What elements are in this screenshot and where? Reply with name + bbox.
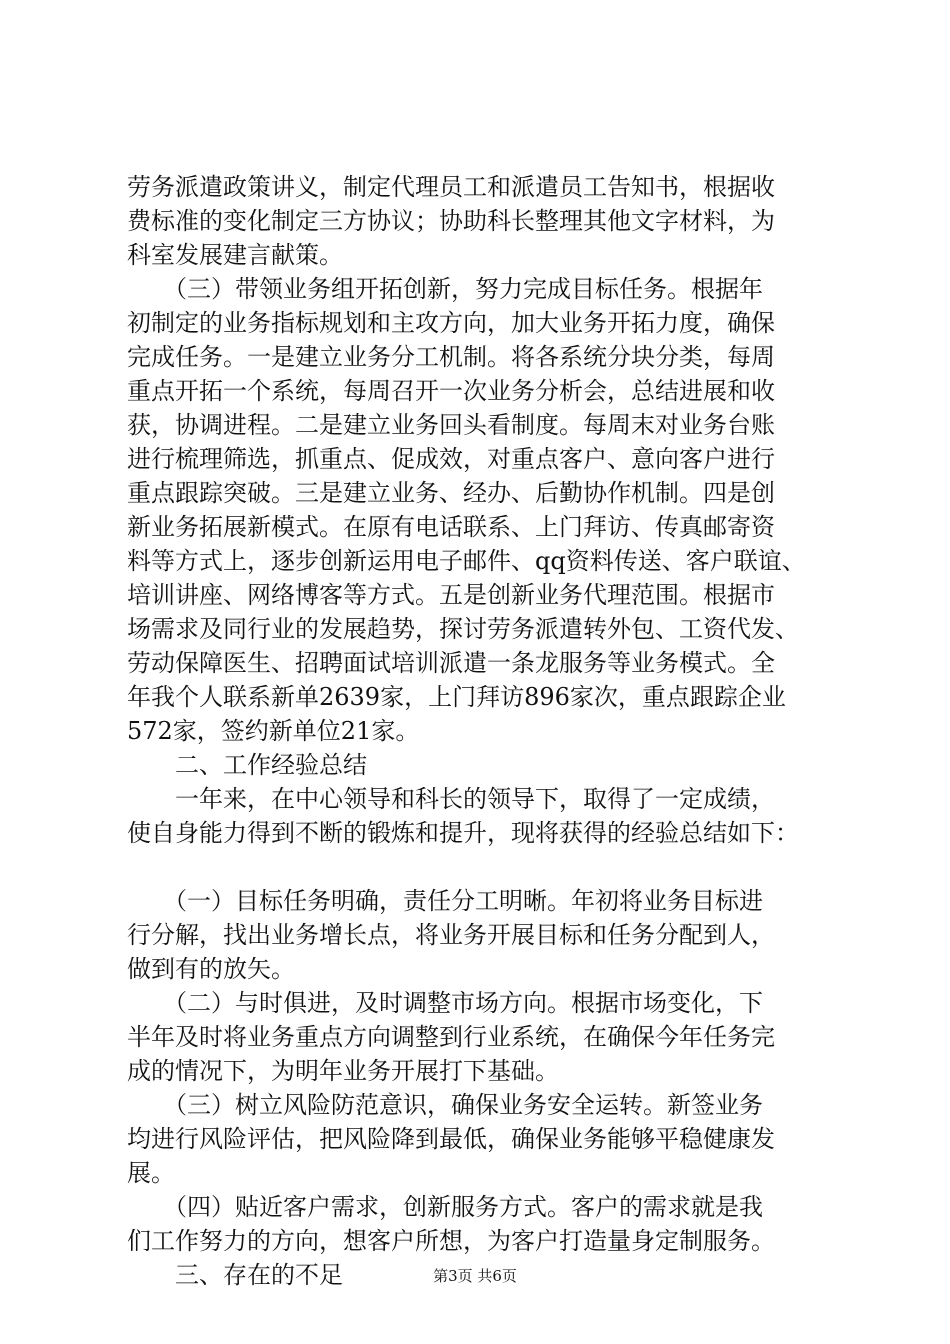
text-line: 572家，签约新单位21家。 bbox=[127, 717, 420, 745]
text-line: 三、存在的不足 bbox=[127, 1261, 343, 1289]
text-line: 均进行风险评估，把风险降到最低，确保业务能够平稳健康发 bbox=[127, 1125, 775, 1153]
text-line: 培训讲座、网络博客等方式。五是创新业务代理范围。根据市 bbox=[127, 581, 775, 609]
document-text-part-1 bbox=[127, 170, 827, 850]
text-line: 一年来，在中心领导和科长的领导下，取得了一定成绩， bbox=[127, 785, 775, 813]
text-line: （一）目标任务明确，责任分工明晰。年初将业务目标进 bbox=[127, 887, 763, 915]
text-line: 进行梳理筛选，抓重点、促成效，对重点客户、意向客户进行 bbox=[127, 445, 775, 473]
text-line: （四）贴近客户需求，创新服务方式。客户的需求就是我 bbox=[127, 1193, 763, 1221]
text-line: （三）树立风险防范意识，确保业务安全运转。新签业务 bbox=[127, 1091, 763, 1119]
text-line: 费标准的变化制定三方协议；协助科长整理其他文字材料，为 bbox=[127, 207, 775, 235]
text-line: 使自身能力得到不断的锻炼和提升，现将获得的经验总结如下： bbox=[127, 819, 799, 847]
text-line: 展。 bbox=[127, 1159, 175, 1187]
text-line: 获，协调进程。二是建立业务回头看制度。每周末对业务台账 bbox=[127, 411, 775, 439]
text-line: 劳务派遣政策讲义，制定代理员工和派遣员工告知书，根据收 bbox=[127, 173, 775, 201]
text-line: 料等方式上，逐步创新运用电子邮件、qq资料传送、客户联谊、 bbox=[127, 547, 806, 575]
text-line: （二）与时俱进，及时调整市场方向。根据市场变化，下 bbox=[127, 989, 763, 1017]
page-indicator: 第3页 共6页 bbox=[433, 1267, 517, 1285]
text-line: 做到有的放矢。 bbox=[127, 955, 295, 983]
paragraph-gap bbox=[127, 850, 827, 884]
text-line: 重点跟踪突破。三是建立业务、经办、后勤协作机制。四是创 bbox=[127, 479, 775, 507]
text-line: 成的情况下，为明年业务开展打下基础。 bbox=[127, 1057, 559, 1085]
text-line: 行分解，找出业务增长点，将业务开展目标和任务分配到人， bbox=[127, 921, 775, 949]
text-line: 科室发展建言献策。 bbox=[127, 241, 343, 269]
text-line: 年我个人联系新单2639家，上门拜访896家次，重点跟踪企业 bbox=[127, 683, 786, 711]
text-line: 劳动保障医生、招聘面试培训派遣一条龙服务等业务模式。全 bbox=[127, 649, 775, 677]
document-text-part-2 bbox=[127, 884, 827, 1292]
text-line: 二、工作经验总结 bbox=[127, 751, 367, 779]
text-line: 重点开拓一个系统，每周召开一次业务分析会，总结进展和收 bbox=[127, 377, 775, 405]
page-footer bbox=[0, 1266, 950, 1286]
text-line: 半年及时将业务重点方向调整到行业系统，在确保今年任务完 bbox=[127, 1023, 775, 1051]
document-body bbox=[127, 170, 827, 1292]
text-line: （三）带领业务组开拓创新，努力完成目标任务。根据年 bbox=[127, 275, 763, 303]
text-line: 完成任务。一是建立业务分工机制。将各系统分块分类，每周 bbox=[127, 343, 775, 371]
text-line: 初制定的业务指标规划和主攻方向，加大业务开拓力度，确保 bbox=[127, 309, 775, 337]
text-line: 们工作努力的方向，想客户所想，为客户打造量身定制服务。 bbox=[127, 1227, 775, 1255]
text-line: 场需求及同行业的发展趋势，探讨劳务派遣转外包、工资代发、 bbox=[127, 615, 799, 643]
text-line: 新业务拓展新模式。在原有电话联系、上门拜访、传真邮寄资 bbox=[127, 513, 775, 541]
